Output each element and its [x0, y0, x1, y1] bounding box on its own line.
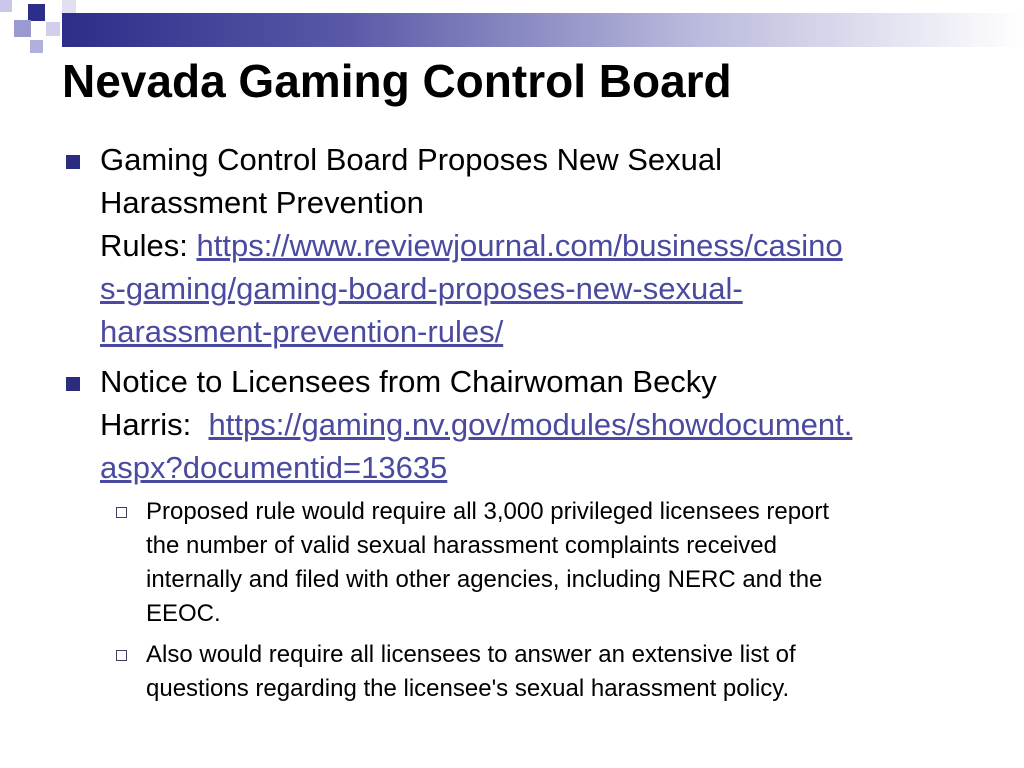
sub-bullet-text: Also would require all licensees to answer an extensive list of: [146, 641, 796, 668]
link-text: https://www.reviewjournal.com/business/casino: [196, 228, 843, 263]
sub-bullet-text: Proposed rule would require all 3,000 privileged licensees report: [146, 498, 830, 525]
sub-bullet-text: questions regarding the licensee's sexual harassment policy.: [146, 675, 790, 702]
bullet-2-text: Notice to Licensees from Chairwoman Becky: [100, 364, 717, 399]
bullet-2: [100, 360, 980, 489]
link-text: harassment-prevention-rules/: [100, 314, 504, 349]
bullet-1-prefix: Rules:: [100, 228, 197, 263]
header-gradient-bar: [62, 13, 1024, 47]
reviewjournal-link[interactable]: [100, 228, 843, 349]
bullet-square-icon: [66, 155, 80, 169]
sub-bullet-text: internally and filed with other agencies, including NERC and the: [146, 566, 823, 593]
sub-bullet-box-icon: [116, 507, 127, 518]
slide-title: Nevada Gaming Control Board: [62, 55, 732, 107]
gaming-nv-link[interactable]: [100, 407, 852, 485]
link-text: aspx?documentid=13635: [100, 450, 448, 485]
sub-bullet-text: EEOC.: [146, 600, 221, 627]
bullet-2-prefix: Harris:: [100, 407, 209, 442]
sub-bullet-1: [146, 495, 976, 631]
sub-bullet-box-icon: [116, 650, 127, 661]
bullet-1-text: Harassment Prevention: [100, 185, 424, 220]
bullet-1-text: Gaming Control Board Proposes New Sexual: [100, 142, 723, 177]
link-text: s-gaming/gaming-board-proposes-new-sexual-: [100, 271, 743, 306]
link-text: https://gaming.nv.gov/modules/showdocument.: [208, 407, 853, 442]
sub-bullet-text: the number of valid sexual harassment complaints received: [146, 532, 777, 559]
bullet-square-icon: [66, 377, 80, 391]
bullet-1: [100, 138, 980, 353]
sub-bullet-2: [146, 638, 976, 706]
